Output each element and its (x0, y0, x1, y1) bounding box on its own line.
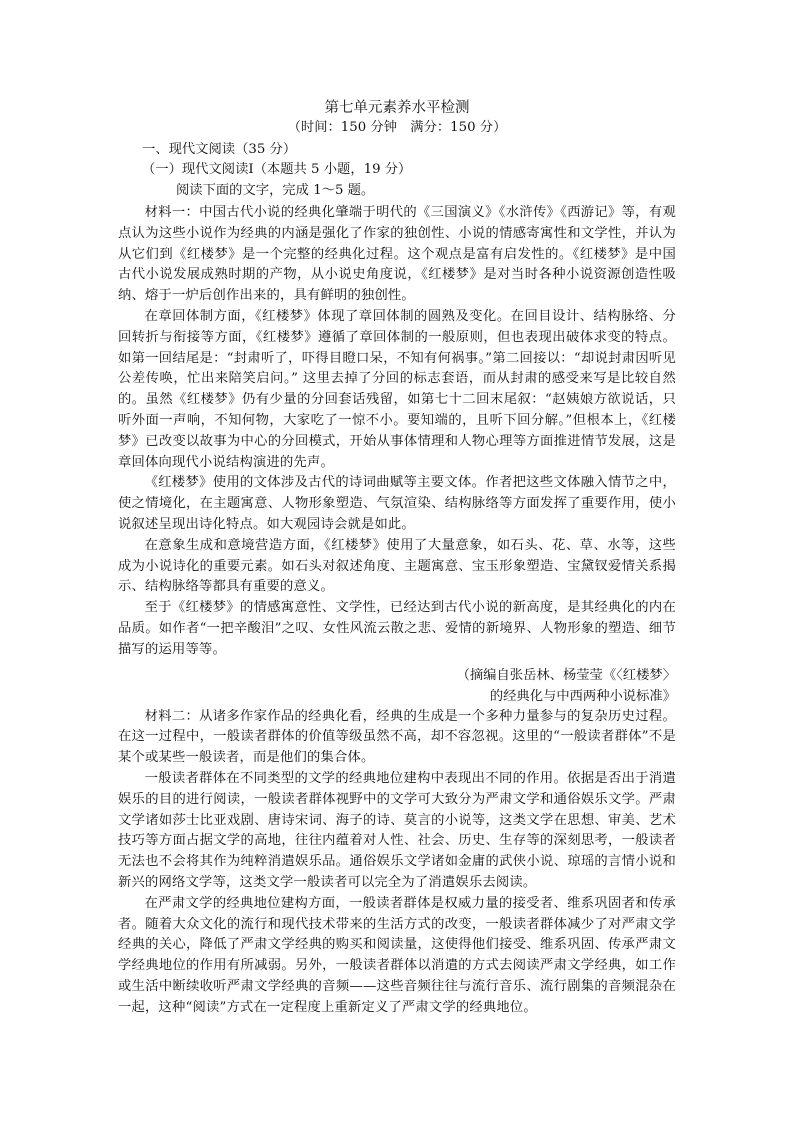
material-2-paragraph: 一般读者群体在不同类型的文学的经典地位建构中表现出不同的作用。依据是否出于消遣娱乐的目的进行阅读，一般读者群体视野中的文学可大致分为严肃文学和通俗娱乐文学。严肃文学诸如莎士比亚戏剧、唐诗宋词、海子的诗、莫言的小说等，这类文学在思想、审美、艺术技巧等方面占据文学的高地，往往内蕴着对人性、社会、历史、生存等的深刻思考，一般读者无法也不会将其作为纯粹消遣娱乐品。通俗娱乐文学诸如金庸的武侠小说、琼瑶的言情小说和新兴的网络文学等，这类文学一般读者可以完全为了消遣娱乐去阅读。 (118, 770, 676, 890)
section-heading: 一、现代文阅读（35 分） (142, 142, 297, 157)
material-1-paragraph: 《红楼梦》使用的文体涉及古代的诗词曲赋等主要文体。作者把这些文体融入情节之中，使之情境化，在主题寓意、人物形象塑造、气氛渲染、结构脉络等方面发挥了重要作用，使小说叙述呈现出诗化特点。如大观园诗会就是如此。 (118, 475, 676, 532)
reading-instruction: 阅读下面的文字，完成 1～5 题。 (176, 183, 375, 198)
material-1-paragraph: 至于《红楼梦》的情感寓意性、文学性，已经达到古代小说的新高度，是其经典化的内在品质。如作者“一把辛酸泪”之叹、女性风流云散之悲、爱情的新境界、人物形象的塑造、细节描写的运用等等。 (118, 600, 676, 657)
material-1-paragraph: 在意象生成和意境营造方面，《红楼梦》使用了大量意象，如石头、花、草、水等，这些成为小说诗化的重要元素。如石头对叙述角度、主题寓意、宝玉形象塑造、宝黛钗爱情关系揭示、结构脉络等都具有重要的意义。 (118, 537, 676, 595)
material-1-paragraph: 材料一：中国古代小说的经典化肇端于明代的《三国演义》《水浒传》《西游记》等，有观点认为这些小说作为经典的内涵是强化了作家的独创性、小说的情感寄寓性和文学性，并认为从它们到《红楼梦》是一个完整的经典化过程。这个观点是富有启发性的。《红楼梦》是中国古代小说发展成熟时期的产物，从小说史角度说，《红楼梦》是对当时各种小说资源创造性吸纳、熔于一炉后创作出来的，具有鲜明的独创性。 (118, 205, 676, 304)
subsection-heading: （一）现代文阅读Ⅰ（本题共 5 小题，19 分） (142, 162, 412, 177)
material-1-paragraph: 在章回体制方面，《红楼梦》体现了章回体制的圆熟及变化。在回目设计、结构脉络、分回转折与衔接等方面，《红楼梦》遵循了章回体制的一般原则，但也表现出破体求变的特点。如第一回结尾是：“封肃听了，吓得目瞪口呆，不知有何祸事。”第二回接以：“却说封肃因听见公差传唤，忙出来陪笑启问。” 这里去掉了分回的标志套语，而从封肃的感受来写是比较自然的。虽然《红楼梦》仍有少量的分回套话残留，如第七十二回末尾叙：“赵姨娘方欲说话，只听外面一声响，不知何物，大家吃了一惊不小。要知端的，且听下回分解。”但根本上，《红楼梦》已改变以故事为中心的分回模式，开始从事体情理和人物心理等方面推进情节发展，这是章回体向现代小说结构演进的先声。 (118, 308, 676, 470)
material-2-paragraph: 材料二：从诸多作家作品的经典化看，经典的生成是一个多种力量参与的复杂历史过程。在这一过程中，一般读者群体的价值等级虽然不高，却不容忽视。这里的“一般读者群体”不是某个或某些一般读者，而是他们的集合体。 (118, 708, 676, 766)
page-title: 第七单元素养水平检测 (324, 100, 470, 116)
source-line: （摘编自张岳林、杨莹莹《〈红楼梦〉 (456, 667, 676, 683)
source-line: 的经典化与中西两种小说标准》 (489, 688, 676, 704)
exam-time-info: （时间：150 分钟 满分：150 分） (287, 120, 507, 135)
material-2-paragraph: 在严肃文学的经典地位建构方面，一般读者群体是权威力量的接受者、维系巩固者和传承者。随着大众文化的流行和现代技术带来的生活方式的改变，一般读者群体减少了对严肃文学经典的关心，降低了严肃文学经典的购买和阅读量，这使得他们接受、维系巩固、传承严肃文学经典地位的作用有所减弱。另外，一般读者群体以消遣的方式去阅读严肃文学经典，如工作或生活中断续收听严肃文学经典的音频——这些音频往往与流行音乐、流行剧集的音频混杂在一起，这种“阅读”方式在一定程度上重新定义了严肃文学的经典地位。 (118, 895, 676, 1015)
reading-passage (118, 203, 676, 1018)
material-1-source (118, 665, 676, 707)
